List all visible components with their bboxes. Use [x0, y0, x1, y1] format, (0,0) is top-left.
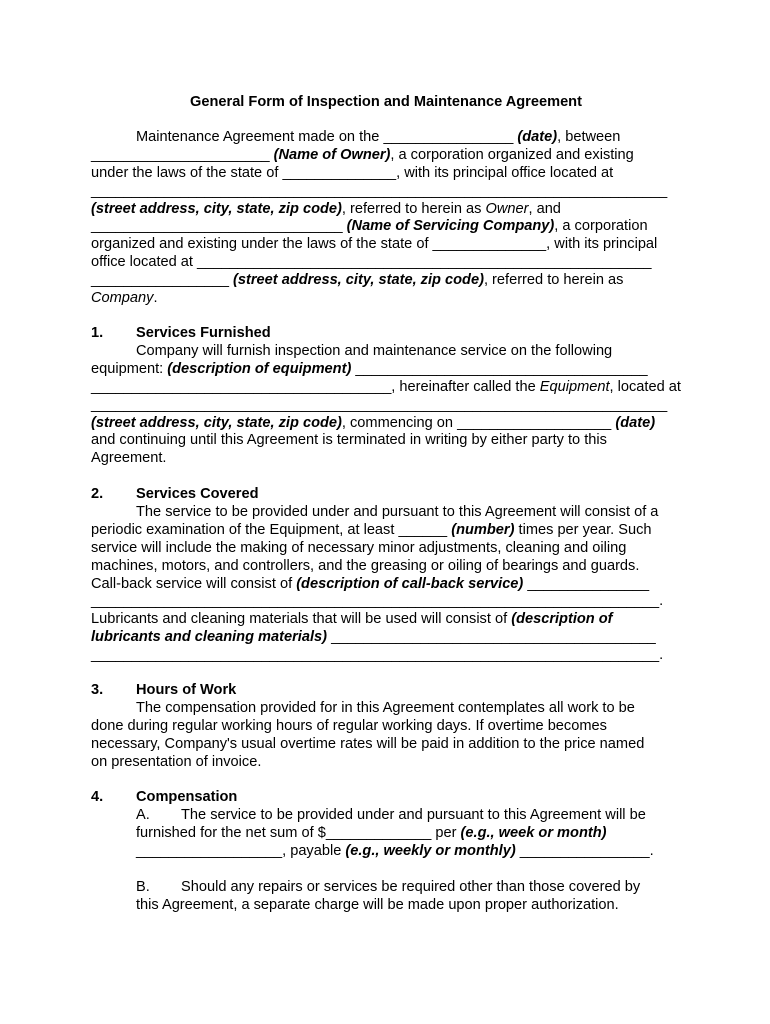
- intro-line-3: under the laws of the state of ______________, with its principal office located at: [91, 164, 614, 181]
- subsection-a-line-1: A. The service to be provided under and pursuant to this Agreement will be: [136, 807, 646, 823]
- section-1-line-1: Company will furnish inspection and maintenance service on the following: [136, 343, 613, 359]
- section-2-heading: 2. Services Covered: [91, 486, 259, 502]
- section-4-subsection-b: [136, 879, 681, 915]
- section-1-line-5: (street address, city, state, zip code), commencing on ___________________ (date): [91, 414, 656, 431]
- section-3-line-3: necessary, Company's usual overtime rates will be paid in addition to the price named: [91, 735, 645, 752]
- section-1-line-7: Agreement.: [91, 450, 167, 467]
- section-2-line-8: lubricants and cleaning materials) ________________________________________: [91, 629, 656, 646]
- section-2-line-4: machines, motors, and controllers, and the greasing or oiling of bearings and guards.: [91, 557, 640, 574]
- section-2-line-9: ______________________________________________________________________.: [91, 647, 664, 664]
- section-2-line-7: Lubricants and cleaning materials that will be used will consist of (description of: [91, 611, 613, 628]
- intro-line-10: Company.: [91, 290, 158, 307]
- subsection-a-line-3: __________________, payable (e.g., weekly or monthly) ________________.: [136, 842, 654, 859]
- section-2-line-1: The service to be provided under and pursuant to this Agreement will consist of a: [136, 504, 659, 520]
- intro-line-9: _________________ (street address, city, state, zip code), referred to herein as: [91, 272, 624, 289]
- section-3-line-1: The compensation provided for in this Agreement contemplates all work to be: [136, 700, 635, 716]
- intro-line-5: (street address, city, state, zip code), referred to herein as Owner, and: [91, 200, 561, 217]
- section-2-body: [91, 504, 681, 665]
- subsection-b-line-1: B. Should any repairs or services be required other than those covered by: [136, 879, 641, 895]
- section-2-line-5: Call-back service will consist of (description of call-back service) _______________: [91, 575, 650, 592]
- intro-line-4: _______________________________________________________________________: [91, 182, 668, 199]
- section-1-line-2: equipment: (description of equipment) ____________________________________: [91, 360, 648, 377]
- intro-line-6: _______________________________ (Name of Servicing Company), a corporation: [91, 218, 648, 235]
- section-4-subsection-a: [136, 807, 681, 861]
- subsection-a-line-2: furnished for the net sum of $_____________ per (e.g., week or month): [136, 824, 607, 841]
- section-2-line-3: service will include the making of necessary minor adjustments, cleaning and oiling: [91, 539, 627, 556]
- section-3-line-4: on presentation of invoice.: [91, 753, 262, 770]
- section-1-line-4: _______________________________________________________________________: [91, 396, 668, 413]
- section-1-body: [91, 343, 681, 468]
- intro-line-8: office located at ________________________________________________________: [91, 254, 652, 271]
- section-2-line-6: ______________________________________________________________________.: [91, 593, 664, 610]
- subsection-b-line-2: this Agreement, a separate charge will be made upon proper authorization.: [136, 896, 619, 913]
- section-3-line-2: done during regular working hours of regular working days. If overtime becomes: [91, 717, 607, 734]
- document-title: General Form of Inspection and Maintenance Agreement: [190, 94, 582, 110]
- section-3-heading: 3. Hours of Work: [91, 682, 237, 698]
- section-2-line-2: periodic examination of the Equipment, at least ______ (number) times per year. Such: [91, 521, 652, 538]
- section-4-heading: 4. Compensation: [91, 789, 238, 805]
- section-1-line-3: _____________________________________, hereinafter called the Equipment, located at: [91, 378, 681, 395]
- intro-line-7: organized and existing under the laws of the state of ______________, with its principal: [91, 236, 658, 253]
- section-1-line-6: and continuing until this Agreement is terminated in writing by either party to this: [91, 432, 607, 449]
- intro-paragraph: [91, 129, 681, 308]
- section-1-heading: 1. Services Furnished: [91, 325, 271, 341]
- intro-line-1: Maintenance Agreement made on the ________________ (date), between: [136, 129, 621, 145]
- intro-line-2: ______________________ (Name of Owner), a corporation organized and existing: [91, 146, 634, 163]
- section-3-body: [91, 700, 681, 772]
